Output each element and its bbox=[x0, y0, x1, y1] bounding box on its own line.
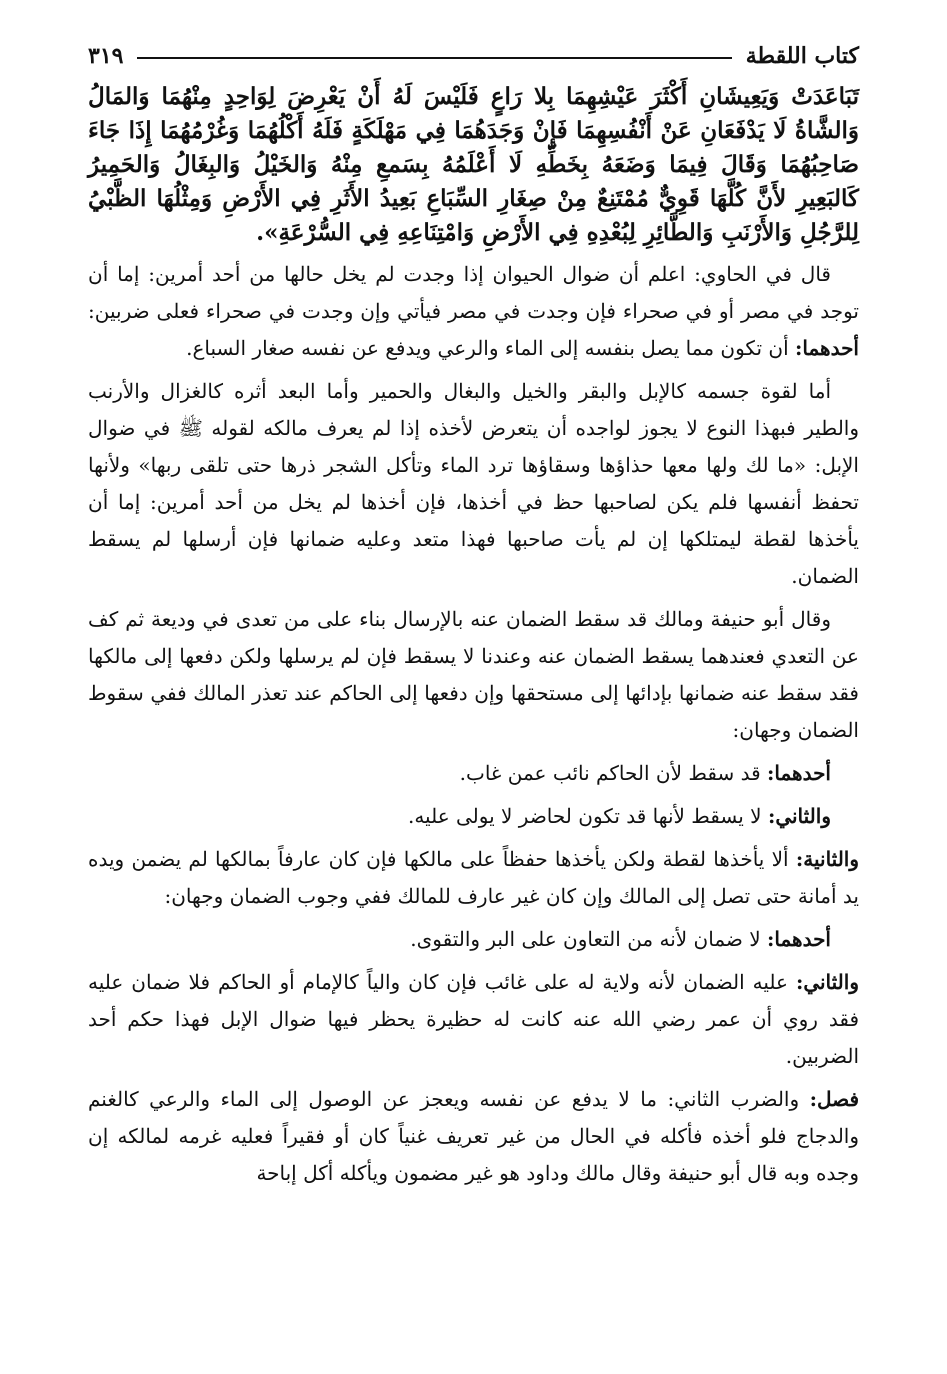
paragraph-1-lead: أحدهما: bbox=[794, 336, 859, 360]
paragraph-5-lead: والثاني: bbox=[767, 804, 831, 828]
book-title: كتاب اللقطة bbox=[745, 43, 859, 69]
paragraph-5-text: لا يسقط لأنها قد تكون لحاضر لا يولى عليه. bbox=[407, 804, 762, 828]
paragraph-9-lead: فصل: bbox=[809, 1087, 860, 1111]
paragraph-5 bbox=[88, 798, 859, 835]
paragraph-8-text: عليه الضمان لأنه ولاية له على غائب فإن كان والياً كالإمام أو الحاكم فلا ضمان عليه فقد روي أن عمر رضي الله عنه كانت له حظيرة يحظر فيها ضوال الإبل فهذا حكم أحد الضربين. bbox=[88, 970, 859, 1068]
paragraph-7-lead: أحدهما: bbox=[766, 927, 831, 951]
paragraph-8-lead: والثاني: bbox=[795, 970, 859, 994]
paragraph-9-text: والضرب الثاني: ما لا يدفع عن نفسه ويعجز عن الوصول إلى الماء والرعي كالغنم والدجاج فلو أخذه فأكله في الحال من غير تعريف غنياً كان أو فقيراً فعليه غرمه لمالكه إن وجده وبه قال أبو حنيفة وقال مالك وداود هو غير مضمون ويأكله أكل إباحة bbox=[88, 1087, 859, 1185]
paragraph-6-lead: والثانية: bbox=[795, 847, 860, 871]
paragraph-9 bbox=[88, 1081, 859, 1192]
page-header bbox=[88, 36, 859, 76]
paragraph-4-lead: أحدهما: bbox=[766, 761, 831, 785]
paragraph-4-text: قد سقط لأن الحاكم نائب عمن غاب. bbox=[459, 761, 761, 785]
paragraph-2-text: أما لقوة جسمه كالإبل والبقر والخيل والبغال والحمير وأما البعد أثره كالغزال والأرنب والطير فبهذا النوع لا يجوز لواجده أن يتعرض لأخذه إذا لم يعرف مالكه لقوله ﷺ في ضوال الإبل: «ما لك ولها معها حذاؤها وسقاؤها ترد الماء وتأكل الشجر ذرها حتى تلقى ربها» ولأنها تحفظ أنفسها فلم يكن لصاحبها حظ في أخذها، فإن أخذها لم يخل من أحد أمرين: إما أن يأخذها لقطة ليمتلكها إن لم يأت صاحبها فهذا متعد وعليه ضمانها فإن أرسلها لم يسقط الضمان. bbox=[88, 379, 859, 588]
paragraph-7-text: لا ضمان لأنه من التعاون على البر والتقوى. bbox=[410, 927, 761, 951]
paragraph-3 bbox=[88, 601, 859, 749]
paragraph-1-text: قال في الحاوي: اعلم أن ضوال الحيوان إذا وجدت لم يخل حالها من أحد أمرين: إما أن توجد في مصر أو في صحراء فإن وجدت في مصر فيأتي وإن وجدت في صحراء فعلى ضربين: bbox=[88, 262, 859, 323]
quoted-text: تَبَاعَدَتْ وَيَعِيشَانِ أَكْثَرَ عَيْشِهِمَا بِلا رَاعٍ فَلَيْسَ لَهُ أَنْ يَعْرِضَ لِوَاحِدٍ مِنْهُمَا وَالمَالُ وَالشَّاةُ لَا يَدْفَعَانِ عَنْ أَنْفُسِهِمَا فَإِنْ وَجَدَهُمَا فِي مَهْلَكَةٍ فَلَهُ أَكْلُهُمَا وَغُرْمُهُمَا إِذَا جَاءَ صَاحِبُهُمَا وَقَالَ فِيمَا وَضَعَهُ بِخَطِّهِ لَا أَعْلَمُهُ بِسَمعِ مِنْهُ وَالخَيْلُ وَالبِغَالُ وَالحَمِيرُ كَالبَعِيرِ لأَنَّ كُلَّهَا قَوِيٌّ مُمْتَنِعٌ مِنْ صِغَارِ السِّبَاعِ بَعِيدُ الأَثَرِ فِي الأَرْضِ وَمِثْلُهَا الظَّبْيُ لِلرَّجُلِ وَالأَرْنَبِ وَالطَّائِرِ لِبُعْدِهِ فِي الأَرْضِ وَامْتِنَاعِهِ فِي السُّرْعَةِ». bbox=[88, 83, 859, 246]
paragraph-3-text: وقال أبو حنيفة ومالك قد سقط الضمان عنه بالإرسال بناء على من تعدى في وديعة ثم كف عن التعدي فعندهما يسقط الضمان عنه وعندنا لا يسقط فإن لم يرسلها ولكن دفعها إلى مالكها فقد سقط عنه ضمانها بإدائها إلى مستحقها وإن دفعها إلى الحاكم عند تعذر المالك ففي سقوط الضمان وجهان: bbox=[88, 607, 859, 742]
paragraph-6 bbox=[88, 841, 859, 915]
paragraph-1-tail: أن تكون مما يصل بنفسه إلى الماء والرعي ويدفع عن نفسه صغار السباع. bbox=[186, 336, 789, 360]
paragraph-4 bbox=[88, 755, 859, 792]
paragraph-7 bbox=[88, 921, 859, 958]
page-number: ٣١٩ bbox=[88, 43, 124, 69]
header-rule bbox=[137, 57, 731, 59]
paragraph-2 bbox=[88, 373, 859, 595]
paragraph-8 bbox=[88, 964, 859, 1075]
paragraph-6-text: ألا يأخذها لقطة ولكن يأخذها حفظاً على مالكها فإن كان عارفاً بمالكها لم يضمن ويده يد أمانة حتى تصل إلى المالك وإن كان غير عارف للمالك ففي وجوب الضمان وجهان: bbox=[88, 847, 859, 908]
paragraph-1 bbox=[88, 256, 859, 367]
